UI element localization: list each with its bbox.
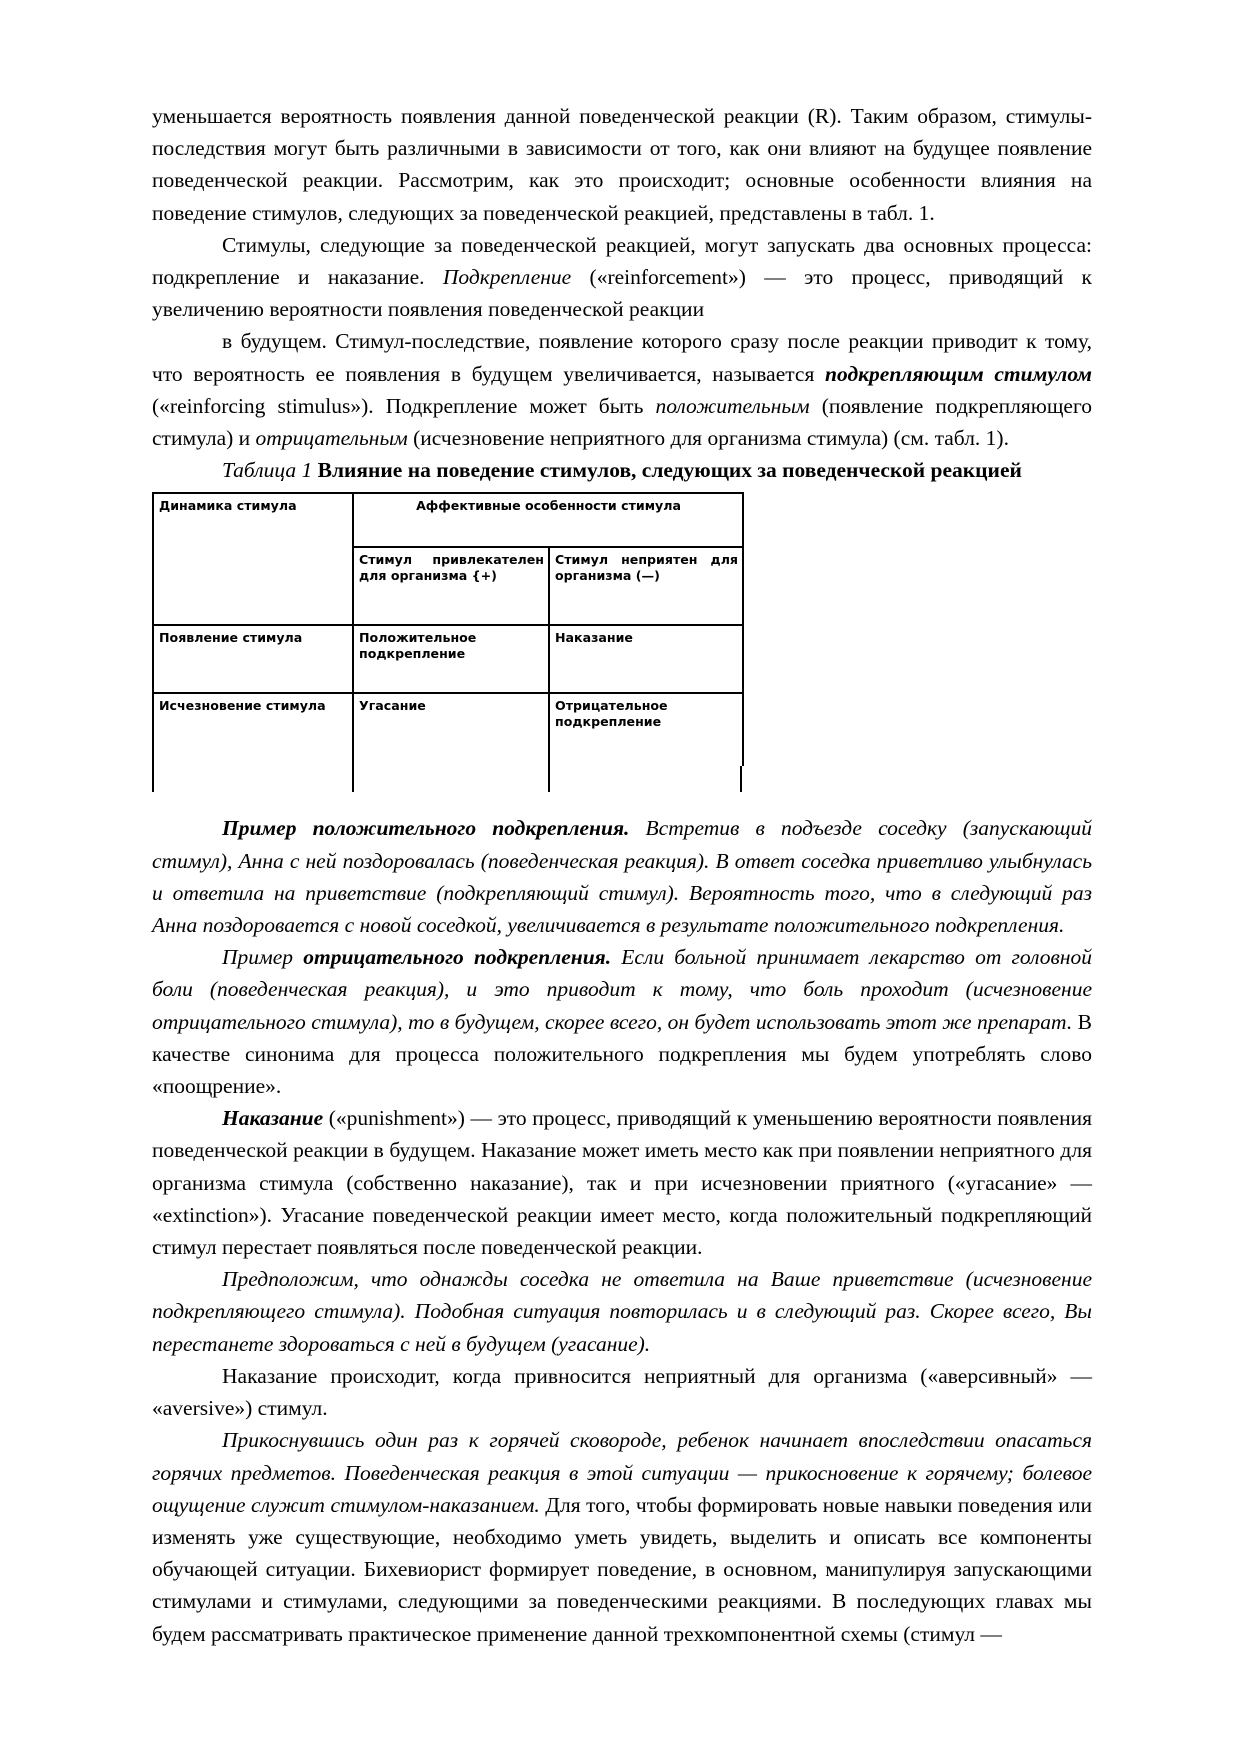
paragraph-9-text-rest: Для того, чтобы формировать новые навыки поведения или изменять уже существующие, необходимо уметь увидеть, выделить и описать все компоненты обучающей ситуации. Бихевиорист формирует поведение, в основном, манипулируя запускающими стимулами и стимулами, следующими за поведенческими реакциями. В последующих главах мы будем рассматривать практическое применение данной трехкомпонентной схемы (стимул — xyxy=(152,1492,1092,1646)
paragraph-1 xyxy=(152,100,1092,229)
paragraph-6 xyxy=(152,1102,1092,1263)
paragraph-5 xyxy=(152,941,1092,1102)
page-content xyxy=(152,100,1092,1650)
paragraph-9 xyxy=(152,1424,1092,1649)
table-rule-mid-2 xyxy=(548,766,550,792)
table-subheader-unpleasant: Стимул неприятен для организма (—) xyxy=(549,547,743,625)
term-punishment: Наказание xyxy=(222,1106,324,1131)
table-cell-punishment: Наказание xyxy=(549,625,743,693)
example-positive-reinforcement-label: Пример положительного подкрепления. xyxy=(222,816,630,841)
table-rule-mid-1 xyxy=(352,766,354,792)
paragraph-4 xyxy=(152,812,1092,941)
table-cell-extinction: Угасание xyxy=(353,693,549,766)
paragraph-8-text: Наказание происходит, когда привносится неприятный для организма («аверсивный» — «aversive») стимул. xyxy=(152,1363,1092,1421)
paragraph-7 xyxy=(152,1263,1092,1360)
paragraph-7-text: Предположим, что однажды соседка не ответила на Ваше приветствие (исчезновение подкрепляющего стимула). Подобная ситуация повторилась и в следующий раз. Скорее всего, Вы перестанете здороваться с ней в будущем (угасание). xyxy=(152,1267,1092,1356)
paragraph-4-text: Встретив в подъезде соседку (запускающий стимул), Анна с ней поздоровалась (поведенческая реакция). В ответ соседка приветливо улыбнулась и ответила на приветствие (подкрепляющий стимул). Вероятность того, что в следующий раз Анна поздоровается с новой соседкой, увеличивается в результате положительного подкрепления. xyxy=(152,816,1093,938)
paragraph-5-text-rest: В качестве синонима для процесса положительного подкрепления мы будем употреблять слово «поощрение». xyxy=(152,1009,1093,1099)
table-cell-positive-reinforcement: Положительное подкрепление xyxy=(353,625,549,693)
paragraph-3 xyxy=(152,325,1092,454)
table-caption-title: Влияние на поведение стимулов, следующих за поведенческой реакцией xyxy=(317,458,1022,483)
paragraph-9-text-italic: Прикоснувшись один раз к горячей сковороде, ребенок начинает впоследствии опасаться горячих предметов. Поведенческая реакция в этой ситуации — прикосновение к горячему; болевое ощущение служит стимулом-наказанием. xyxy=(152,1428,1092,1517)
paragraph-2-text-b: («reinforcement») — это процесс, приводящий к увеличению вероятности появления поведенческой реакции xyxy=(152,265,1092,322)
paragraph-3-text-b: («reinforcing stimulus»). Подкрепление может быть xyxy=(152,393,656,418)
term-reinforcement: Подкрепление xyxy=(442,265,572,290)
table-cell-dynamics-appearance: Появление стимула xyxy=(153,625,353,693)
paragraph-1-text: уменьшается вероятность появления данной поведенческой реакции (R). Таким образом, стимулы-последствия могут быть различными в зависимости от того, как они влияют на будущее появление поведенческой реакции. Рассмотрим, как это происходит; основные особенности влияния на поведение стимулов, следующих за поведенческой реакцией, представлены в табл. 1. xyxy=(152,104,1092,225)
paragraph-3-text-c: (появление подкрепляющего стимула) и xyxy=(152,393,1092,451)
paragraph-6-text: («punishment») — это процесс, приводящий к уменьшению вероятности появления поведенческой реакции в будущем. Наказание может иметь место как при появлении неприятного для организма стимула (собственно наказание), так и при исчезновении приятного («угасание» — «extinction»). Угасание поведенческой реакции имеет место, когда положительный подкрепляющий стимул перестает появляться после поведенческой реакции. xyxy=(152,1106,1092,1260)
table-open-bottom-rules xyxy=(152,766,742,792)
paragraph-2 xyxy=(152,229,1092,326)
paragraph-3-text-a: в будущем. Стимул-последствие, появление которого сразу после реакции приводит к тому, что вероятность ее появления в будущем увеличивается, называется xyxy=(152,329,1092,386)
table-caption xyxy=(152,454,1092,486)
table-caption-number: Таблица 1 xyxy=(222,458,313,483)
paragraph-2-text-a: Стимулы, следующие за поведенческой реакцией, могут запускать два основных процесса: подкрепление и наказание. xyxy=(152,232,1092,290)
term-negative: отрицательным xyxy=(255,426,408,451)
table-header-dynamics: Динамика стимула xyxy=(153,493,353,625)
paragraph-5-text-italic: Если больной принимает лекарство от головной боли (поведенческая реакция), и это приводит к тому, что боль проходит (исчезновение отрицательного стимула), то в будущем, скорее всего, он будет использовать этот же препарат. xyxy=(152,945,1092,1034)
table-1-wrapper xyxy=(152,492,742,792)
term-reinforcing-stimulus: подкрепляющим стимулом xyxy=(825,361,1092,386)
table-rule-left xyxy=(152,766,154,792)
term-positive: положительным xyxy=(655,393,810,418)
table-cell-negative-reinforcement: Отрицательное подкрепление xyxy=(549,693,743,766)
table-cell-dynamics-disappearance: Исчезновение стимула xyxy=(153,693,353,766)
paragraph-8 xyxy=(152,1360,1092,1424)
table-header-row xyxy=(153,493,743,547)
table-subheader-attractive: Стимул привлекателен для организма {+) xyxy=(353,547,549,625)
table-1 xyxy=(152,492,744,766)
table-rule-right xyxy=(740,766,742,792)
table-header-affective: Аффективные особенности стимула xyxy=(353,493,743,547)
example-negative-reinforcement-label-visible: отрицательного подкрепления. xyxy=(303,945,612,970)
paragraph-3-text-d: (исчезновение неприятного для организма стимула) (см. табл. 1). xyxy=(407,426,1009,451)
paragraph-5-lead: Пример xyxy=(222,945,304,970)
table-row xyxy=(153,693,743,766)
spacer xyxy=(152,796,1092,812)
table-row xyxy=(153,625,743,693)
